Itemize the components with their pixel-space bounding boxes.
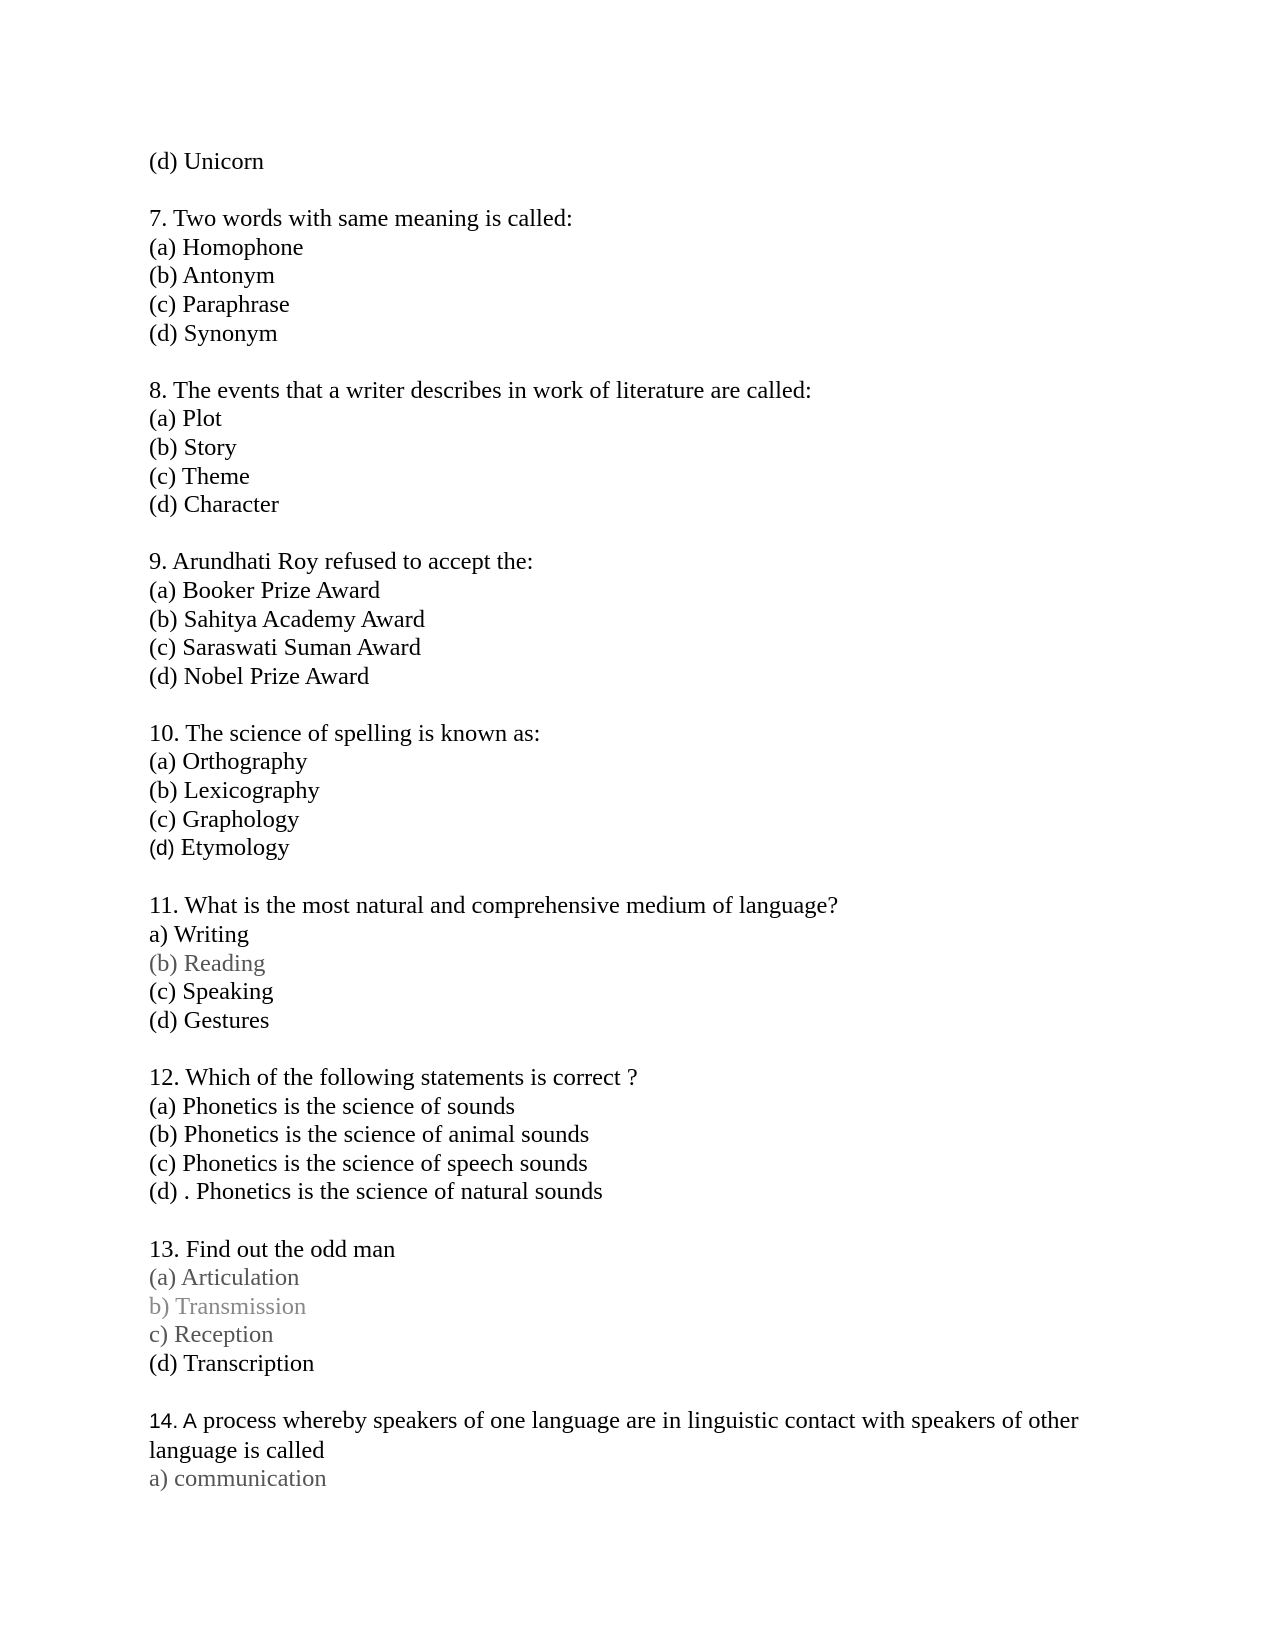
question-9: 9. Arundhati Roy refused to accept the: [149, 548, 534, 576]
question-11: 11. What is the most natural and comprehensive medium of language? [149, 892, 839, 920]
spacer [149, 1035, 1149, 1064]
option-7b: (b) Antonym [149, 262, 275, 290]
option-10b: (b) Lexicography [149, 777, 320, 805]
option-8d: (d) Character [149, 491, 279, 519]
spacer [149, 348, 1149, 377]
option-8a: (a) Plot [149, 405, 222, 433]
question-list [149, 148, 1149, 1494]
option-10d-text: Etymology [174, 834, 290, 862]
option-7a: (a) Homophone [149, 233, 304, 261]
question-10: 10. The science of spelling is known as: [149, 719, 541, 747]
option-13d: (d) Transcription [149, 1349, 315, 1377]
option-9b: (b) Sahitya Academy Award [149, 605, 426, 633]
option-7c: (c) Paraphrase [149, 290, 290, 318]
option-7d: (d) Synonym [149, 319, 278, 347]
spacer [149, 864, 1149, 893]
option-14a: a) communication [149, 1465, 327, 1493]
option-8c: (c) Theme [149, 462, 250, 490]
option-11a: a) Writing [149, 921, 249, 949]
spacer [149, 1207, 1149, 1236]
option-12b: (b) Phonetics is the science of animal sounds [149, 1121, 590, 1149]
question-7: 7. Two words with same meaning is called: [149, 205, 573, 233]
question-8: 8. The events that a writer describes in work of literature are called: [149, 376, 812, 404]
option-9c: (c) Saraswati Suman Award [149, 634, 421, 662]
option-9a: (a) Booker Prize Award [149, 576, 381, 604]
option-12d: (d) . Phonetics is the science of natural sounds [149, 1178, 603, 1206]
option-12c: (c) Phonetics is the science of speech sounds [149, 1149, 588, 1177]
option-10d-label: (d) [149, 837, 175, 861]
question-12: 12. Which of the following statements is correct ? [149, 1064, 638, 1091]
option-10d [149, 834, 1149, 864]
option-11b: (b) Reading [149, 949, 266, 977]
spacer [149, 691, 1149, 720]
question-14-text: process whereby speakers of one language are in linguistic contact with speakers of other language is called [149, 1407, 1079, 1464]
spacer [149, 1379, 1149, 1408]
option-8b: (b) Story [149, 433, 237, 461]
option-13b: b) Transmission [149, 1292, 307, 1320]
option-13c: c) Reception [149, 1321, 274, 1349]
option-11d: (d) Gestures [149, 1006, 270, 1034]
option-13a: (a) Articulation [149, 1264, 300, 1292]
question-14-number: 14. A [149, 1410, 197, 1434]
option-10c: (c) Graphology [149, 805, 300, 833]
spacer [149, 520, 1149, 549]
spacer [149, 177, 1149, 206]
option-10a: (a) Orthography [149, 748, 308, 776]
option-12a: (a) Phonetics is the science of sounds [149, 1092, 516, 1120]
option-9d: (d) Nobel Prize Award [149, 662, 370, 690]
question-14 [149, 1407, 1149, 1465]
option-6d: (d) Unicorn [149, 148, 264, 175]
question-13: 13. Find out the odd man [149, 1235, 396, 1263]
option-11c: (c) Speaking [149, 978, 274, 1006]
